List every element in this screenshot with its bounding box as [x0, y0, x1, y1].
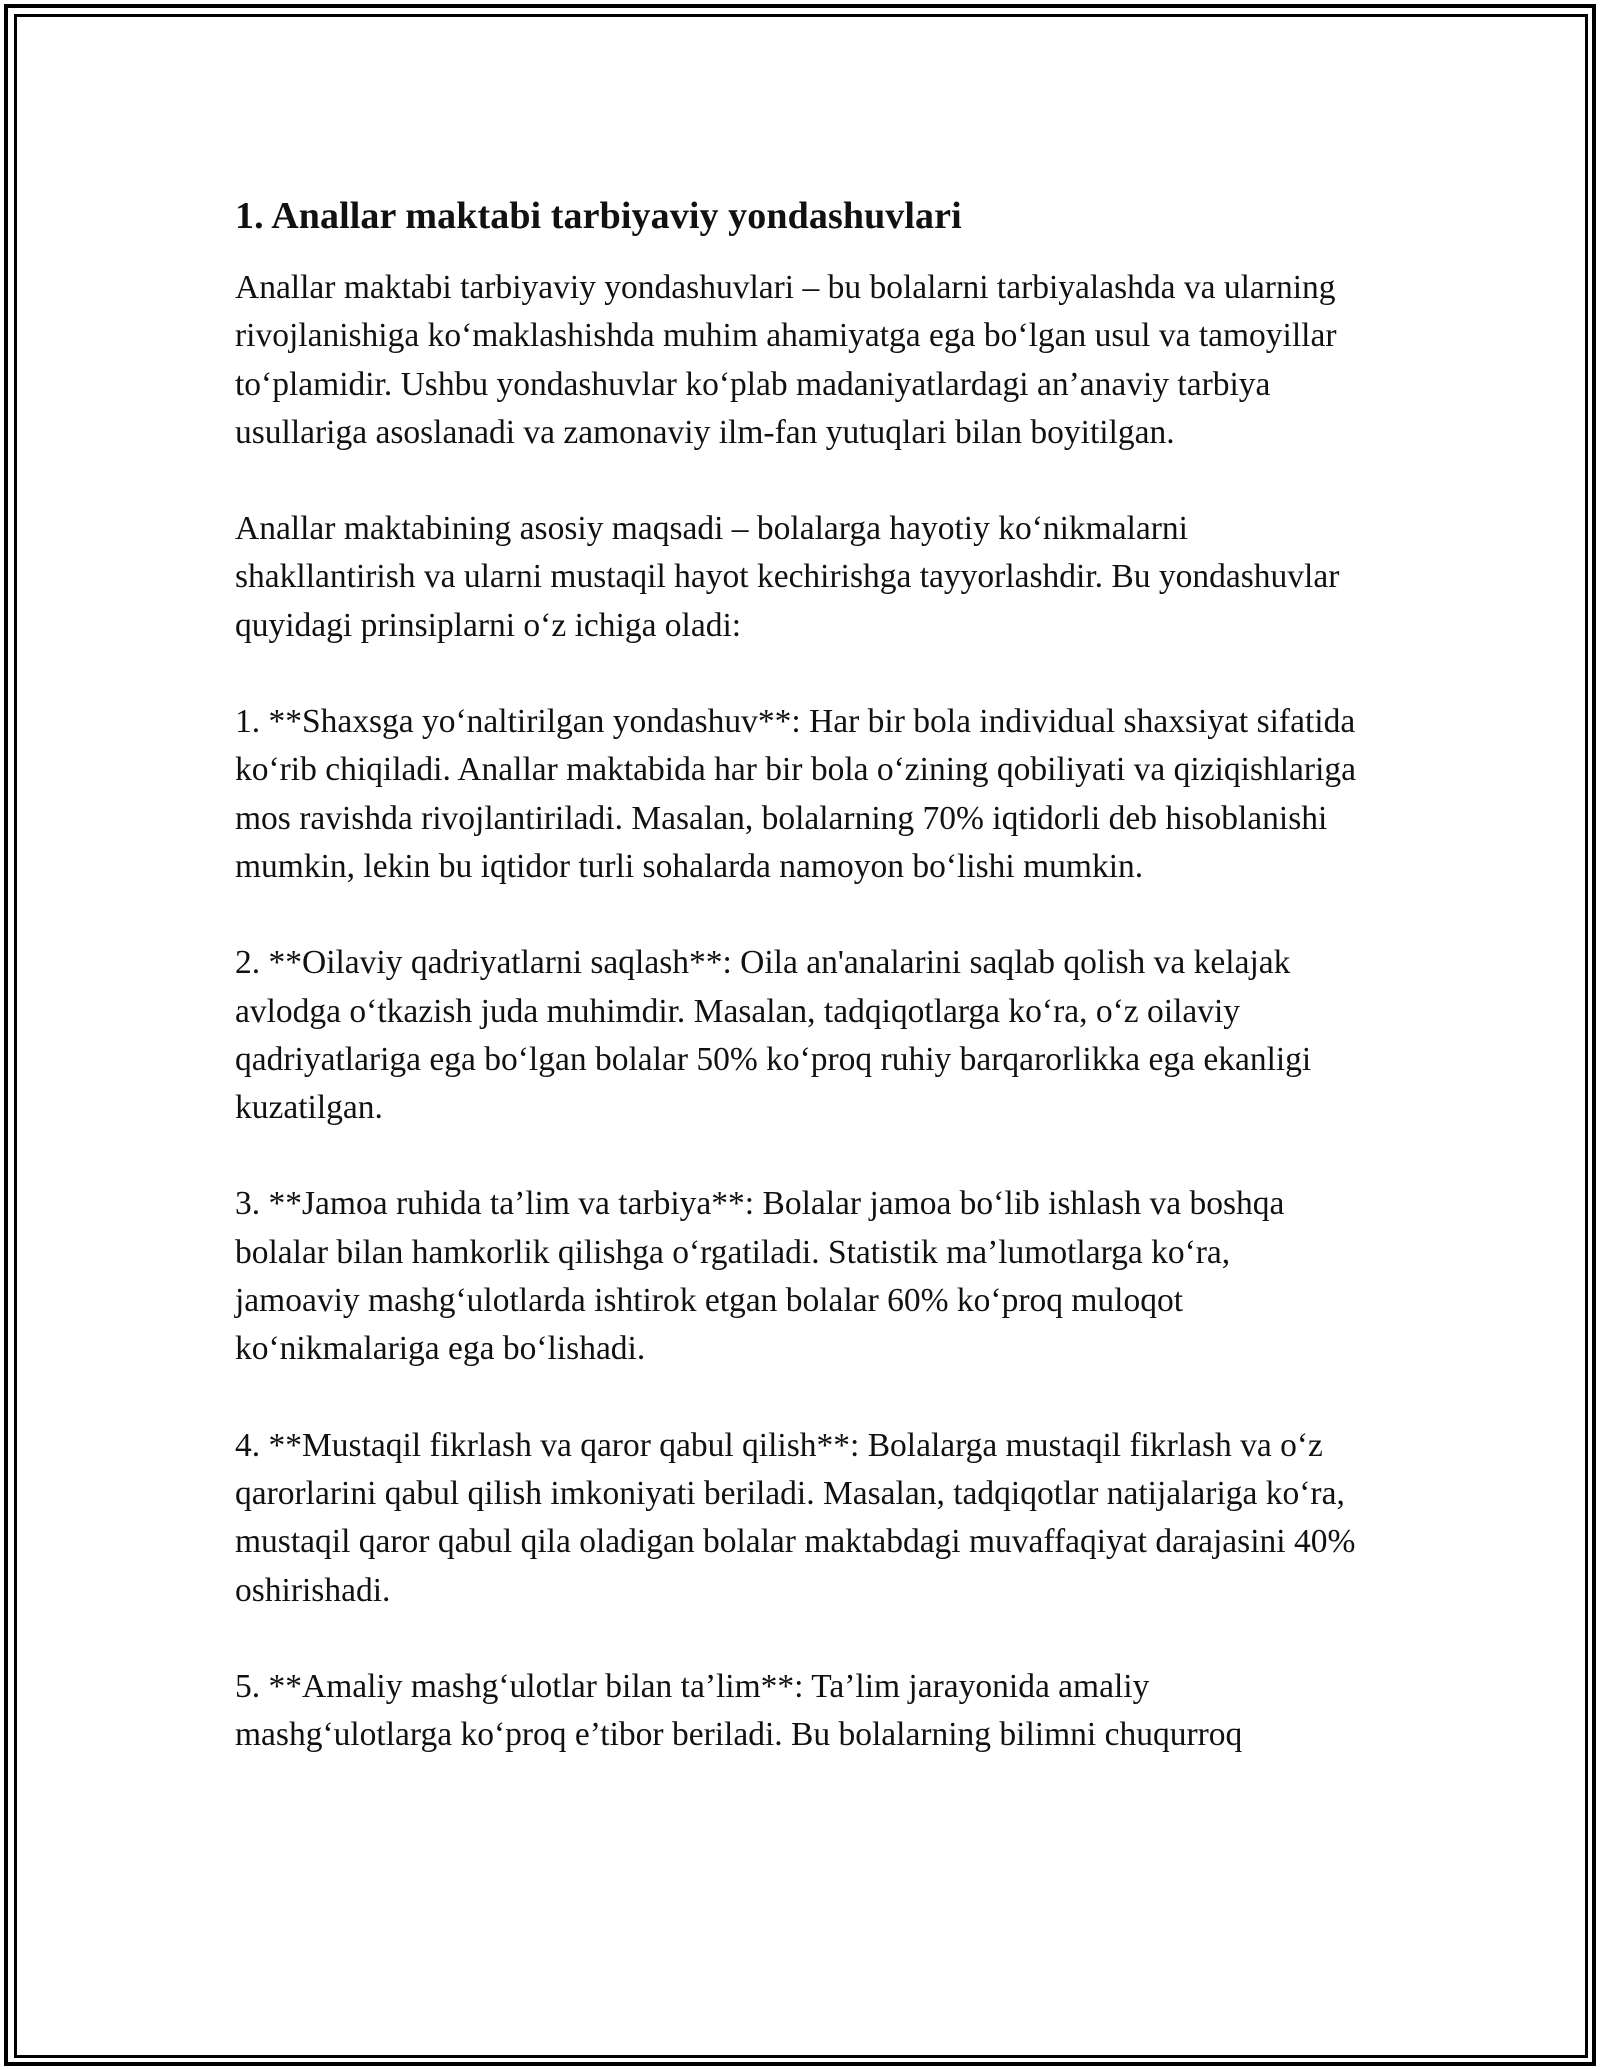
principle-item-3: 3. **Jamoa ruhida ta’lim va tarbiya**: Bolalar jamoa bo‘lib ishlash va boshqa bolalar bilan hamkorlik qilishga o‘rgatiladi. Statistik ma’lumotlarga ko‘ra, jamoaviy mashg‘ulotlarda ishtirok etgan bolalar 60% ko‘proq muloqot ko‘nikmalariga ega bo‘lishadi.: [235, 1185, 1285, 1368]
goal-paragraph: Anallar maktabining asosiy maqsadi – bolalarga hayotiy ko‘nikmalarni shakllantirish va ularni mustaqil hayot kechirishga tayyorlashdir. Bu yondashuvlar quyidagi prinsiplarni o‘z ichiga oladi:: [235, 510, 1340, 644]
principle-item-2: 2. **Oilaviy qadriyatlarni saqlash**: Oila an'analarini saqlab qolish va kelajak avlodga o‘tkazish juda muhimdir. Masalan, tadqiqotlarga ko‘ra, o‘z oilaviy qadriyatlariga ega bo‘lgan bolalar 50% ko‘proq ruhiy barqarorlikka ega ekanligi kuzatilgan.: [235, 944, 1312, 1127]
intro-paragraph: Anallar maktabi tarbiyaviy yondashuvlari – bu bolalarni tarbiyalashda va ularning rivojlanishiga ko‘maklashishda muhim ahamiyatga ega bo‘lgan usul va tamoyillar to‘plamidir. Ushbu yondashuvlar ko‘plab madaniyatlardagi an’anaviy tarbiya usullariga asoslanadi va zamonaviy ilm-fan yutuqlari bilan boyitilgan.: [235, 269, 1337, 451]
principle-item-5: 5. **Amaliy mashg‘ulotlar bilan ta’lim**: Ta’lim jarayonida amaliy mashg‘ulotlarga ko‘proq e’tibor beriladi. Bu bolalarning bilimni chuqurroq: [235, 1667, 1243, 1754]
document-body: [235, 186, 1360, 1807]
section-title: 1. Anallar maktabi tarbiyaviy yondashuvlari: [235, 195, 962, 237]
principle-item-1: 1. **Shaxsga yo‘naltirilgan yondashuv**: Har bir bola individual shaxsiyat sifatida ko‘rib chiqiladi. Anallar maktabida har bir bola o‘zining qobiliyati va qiziqishlariga mos ravishda rivojlantiriladi. Masalan, bolalarning 70% iqtidorli deb hisoblanishi mumkin, lekin bu iqtidor turli sohalarda namoyon bo‘lishi mumkin.: [235, 703, 1357, 885]
principle-item-4: 4. **Mustaqil fikrlash va qaror qabul qilish**: Bolalarga mustaqil fikrlash va o‘z qarorlarini qabul qilish imkoniyati beriladi. Masalan, tadqiqotlar natijalariga ko‘ra, mustaqil qaror qabul qila oladigan bolalar maktabdagi muvaffaqiyat darajasini 40% oshirishadi.: [235, 1426, 1356, 1609]
